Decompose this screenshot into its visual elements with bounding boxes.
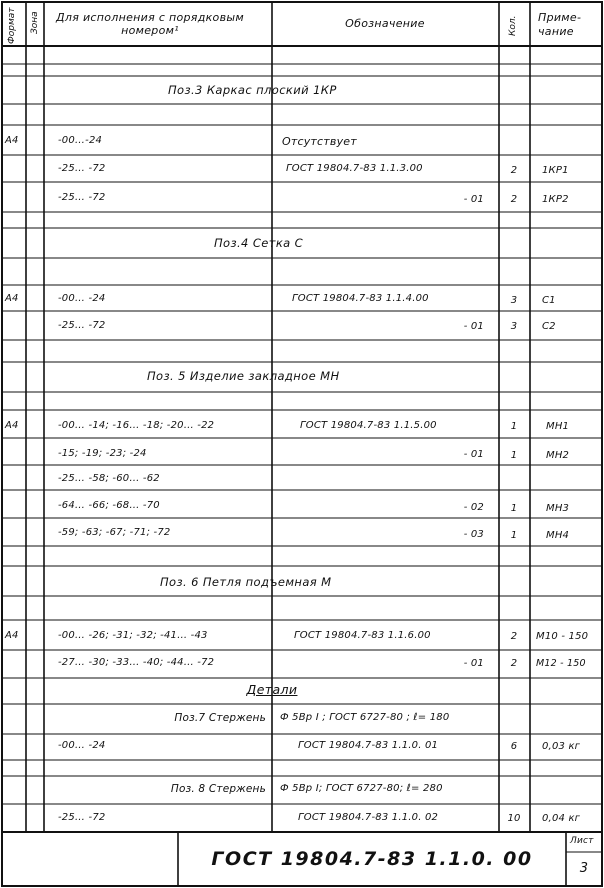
section-title: Поз. 6 Петля подъемная М xyxy=(160,575,332,589)
cell-note: С2 xyxy=(542,321,556,332)
cell-format: А4 xyxy=(5,420,19,431)
cell-note: М10 - 150 xyxy=(536,631,589,642)
section-title: Поз.4 Сетка С xyxy=(214,236,304,250)
cell-note: 0,04 кг xyxy=(542,813,581,824)
cell-variants: -25… -72 xyxy=(58,320,106,331)
cell-qty: 1 xyxy=(510,503,518,514)
cell-variants: -00… -14; -16… -18; -20… -22 xyxy=(58,420,215,431)
position-spec: Ф 5Вр I ; ГОСТ 6727-80 ; ℓ= 180 xyxy=(280,712,450,723)
header-variants-line1: Для исполнения с порядковым xyxy=(56,11,244,24)
cell-designation: ГОСТ 19804.7-83 1.1.4.00 xyxy=(292,293,429,304)
cell-format: А4 xyxy=(5,135,19,146)
header-variants-line2: номером¹ xyxy=(121,24,179,37)
cell-designation: ГОСТ 19804.7-83 1.1.5.00 xyxy=(300,420,437,431)
cell-designation: Отсутствует xyxy=(282,135,357,148)
header-zone: Зона xyxy=(30,11,40,34)
cell-designation: ГОСТ 19804.7-83 1.1.0. 02 xyxy=(298,812,439,823)
cell-qty: 2 xyxy=(510,631,518,642)
position-title: Поз. 8 Стержень xyxy=(170,783,266,795)
cell-note: 1КР1 xyxy=(542,165,569,176)
cell-variants: -59; -63; -67; -71; -72 xyxy=(58,527,171,538)
header-designation: Обозначение xyxy=(345,17,425,30)
cell-variants: -25… -58; -60… -62 xyxy=(58,473,160,484)
cell-qty: 3 xyxy=(510,295,518,306)
header-note-line2: чание xyxy=(538,25,574,38)
sheet-number: 3 xyxy=(579,861,589,876)
cell-designation: ГОСТ 19804.7-83 1.1.3.00 xyxy=(286,163,423,174)
cell-variants: -00… -26; -31; -32; -41… -43 xyxy=(58,630,208,641)
cell-designation: - 02 xyxy=(463,502,484,513)
cell-note: М12 - 150 xyxy=(536,658,586,669)
header-note-line1: Приме- xyxy=(538,11,582,24)
cell-variants: -25… -72 xyxy=(58,192,106,203)
cell-note: МН4 xyxy=(546,530,570,541)
cell-note: 1КР2 xyxy=(542,194,569,205)
cell-qty: 2 xyxy=(510,194,518,205)
cell-variants: -00…-24 xyxy=(58,135,103,146)
cell-qty: 1 xyxy=(510,421,518,432)
header-qty: Кол. xyxy=(508,15,518,36)
cell-designation: - 01 xyxy=(463,658,484,669)
cell-designation: ГОСТ 19804.7-83 1.1.6.00 xyxy=(294,630,431,641)
cell-variants: -00… -24 xyxy=(58,740,106,751)
cell-qty: 6 xyxy=(510,741,518,752)
sheet-label: Лист xyxy=(570,836,594,846)
section-title: Поз. 5 Изделие закладное МН xyxy=(147,369,340,383)
cell-variants: -27… -30; -33… -40; -44… -72 xyxy=(58,657,215,668)
cell-format: А4 xyxy=(5,293,19,304)
header-format: Формат xyxy=(7,7,17,44)
cell-note: МН3 xyxy=(546,503,570,514)
cell-designation: - 01 xyxy=(463,449,484,460)
cell-variants: -25… -72 xyxy=(58,812,106,823)
cell-format: А4 xyxy=(5,630,19,641)
cell-designation: ГОСТ 19804.7-83 1.1.0. 01 xyxy=(298,740,439,751)
cell-designation: - 01 xyxy=(463,321,484,332)
cell-qty: 2 xyxy=(510,165,518,176)
section-title: Поз.3 Каркас плоский 1КР xyxy=(168,83,337,97)
cell-note: 0,03 кг xyxy=(542,741,581,752)
cell-qty: 3 xyxy=(510,321,518,332)
cell-note: МН1 xyxy=(546,421,570,432)
cell-qty: 2 xyxy=(510,658,518,669)
cell-qty: 1 xyxy=(510,450,518,461)
cell-qty: 10 xyxy=(507,813,521,824)
details-heading: Детали xyxy=(246,682,298,697)
cell-variants: -00… -24 xyxy=(58,293,106,304)
document-number: ГОСТ 19804.7-83 1.1.0. 00 xyxy=(211,848,533,870)
cell-note: МН2 xyxy=(546,450,570,461)
cell-designation: - 03 xyxy=(463,529,484,540)
cell-variants: -64… -66; -68… -70 xyxy=(58,500,160,511)
cell-variants: -25… -72 xyxy=(58,163,106,174)
cell-designation: - 01 xyxy=(463,194,484,205)
cell-note: С1 xyxy=(542,295,556,306)
position-spec: Ф 5Вр I; ГОСТ 6727-80; ℓ= 280 xyxy=(280,783,443,794)
cell-qty: 1 xyxy=(510,530,518,541)
position-title: Поз.7 Стержень xyxy=(174,712,266,724)
cell-variants: -15; -19; -23; -24 xyxy=(58,448,147,459)
